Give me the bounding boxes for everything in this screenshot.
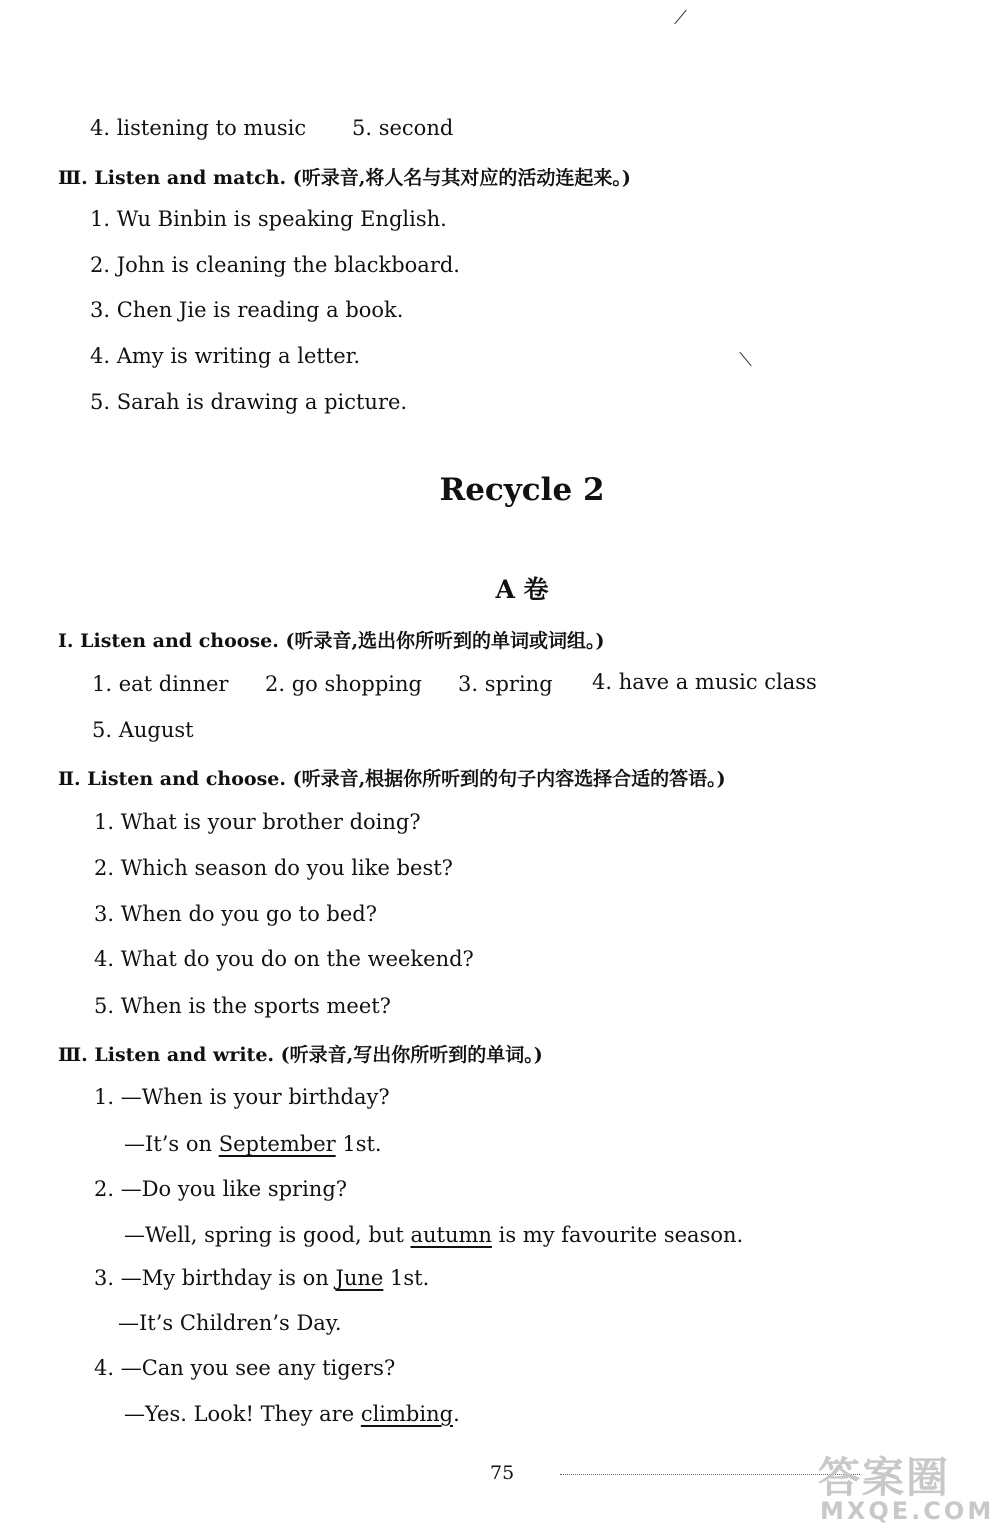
dialogue-line: 2. —Do you like spring?	[94, 1177, 348, 1201]
dialogue-answer-line: 3. —My birthday is on June 1st.	[94, 1266, 430, 1290]
pen-mark	[674, 10, 686, 24]
list-item: 5. second	[352, 116, 454, 140]
list-item: 4. listening to music	[90, 116, 307, 140]
list-item: 2. go shopping	[265, 672, 422, 696]
watermark-logo: 答案圈	[818, 1453, 951, 1502]
answer-word: June	[335, 1266, 384, 1290]
section-heading: Ⅰ. Listen and choose. (听录音,选出你所听到的单词或词组。)	[58, 630, 605, 652]
list-item: 5. Sarah is drawing a picture.	[90, 390, 408, 414]
list-item: 4. have a music class	[592, 670, 817, 694]
dialogue-answer-line: —Well, spring is good, but autumn is my favourite season.	[124, 1223, 744, 1247]
list-item: 1. Wu Binbin is speaking English.	[90, 207, 447, 231]
dialogue-line: 4. —Can you see any tigers?	[94, 1356, 396, 1380]
list-item: 4. What do you do on the weekend?	[94, 947, 474, 971]
dialogue-answer-line: —Yes. Look! They are climbing.	[124, 1402, 460, 1426]
list-item: 1. eat dinner	[92, 672, 229, 696]
divider	[560, 1474, 860, 1475]
answer-word: climbing	[360, 1402, 454, 1426]
list-item: 2. Which season do you like best?	[94, 856, 453, 880]
list-item: 3. When do you go to bed?	[94, 902, 378, 926]
section-heading: Ⅱ. Listen and choose. (听录音,根据你所听到的句子内容选择合适的答语。)	[58, 768, 726, 790]
dialogue-answer-line: —It’s on September 1st.	[124, 1132, 382, 1156]
dialogue-line: —It’s Children’s Day.	[118, 1311, 342, 1335]
list-item: 5. August	[92, 718, 194, 742]
page-title: Recycle 2	[439, 472, 605, 508]
list-item: 3. spring	[458, 672, 553, 696]
dialogue-line: 1. —When is your birthday?	[94, 1085, 390, 1109]
list-item: 1. What is your brother doing?	[94, 810, 421, 834]
page-number: 75	[490, 1462, 515, 1484]
list-item: 5. When is the sports meet?	[94, 994, 391, 1018]
answer-word: September	[218, 1132, 336, 1156]
page-subtitle: A 卷	[495, 575, 549, 604]
section-heading: Ⅲ. Listen and write. (听录音,写出你所听到的单词。)	[58, 1044, 543, 1066]
pen-mark	[739, 352, 751, 366]
watermark-url: MXQE.COM	[820, 1497, 995, 1525]
list-item: 4. Amy is writing a letter.	[90, 344, 361, 368]
list-item: 3. Chen Jie is reading a book.	[90, 298, 404, 322]
answer-word: autumn	[410, 1223, 492, 1247]
section-heading: Ⅲ. Listen and match. (听录音,将人名与其对应的活动连起来。)	[58, 167, 631, 189]
list-item: 2. John is cleaning the blackboard.	[90, 253, 460, 277]
